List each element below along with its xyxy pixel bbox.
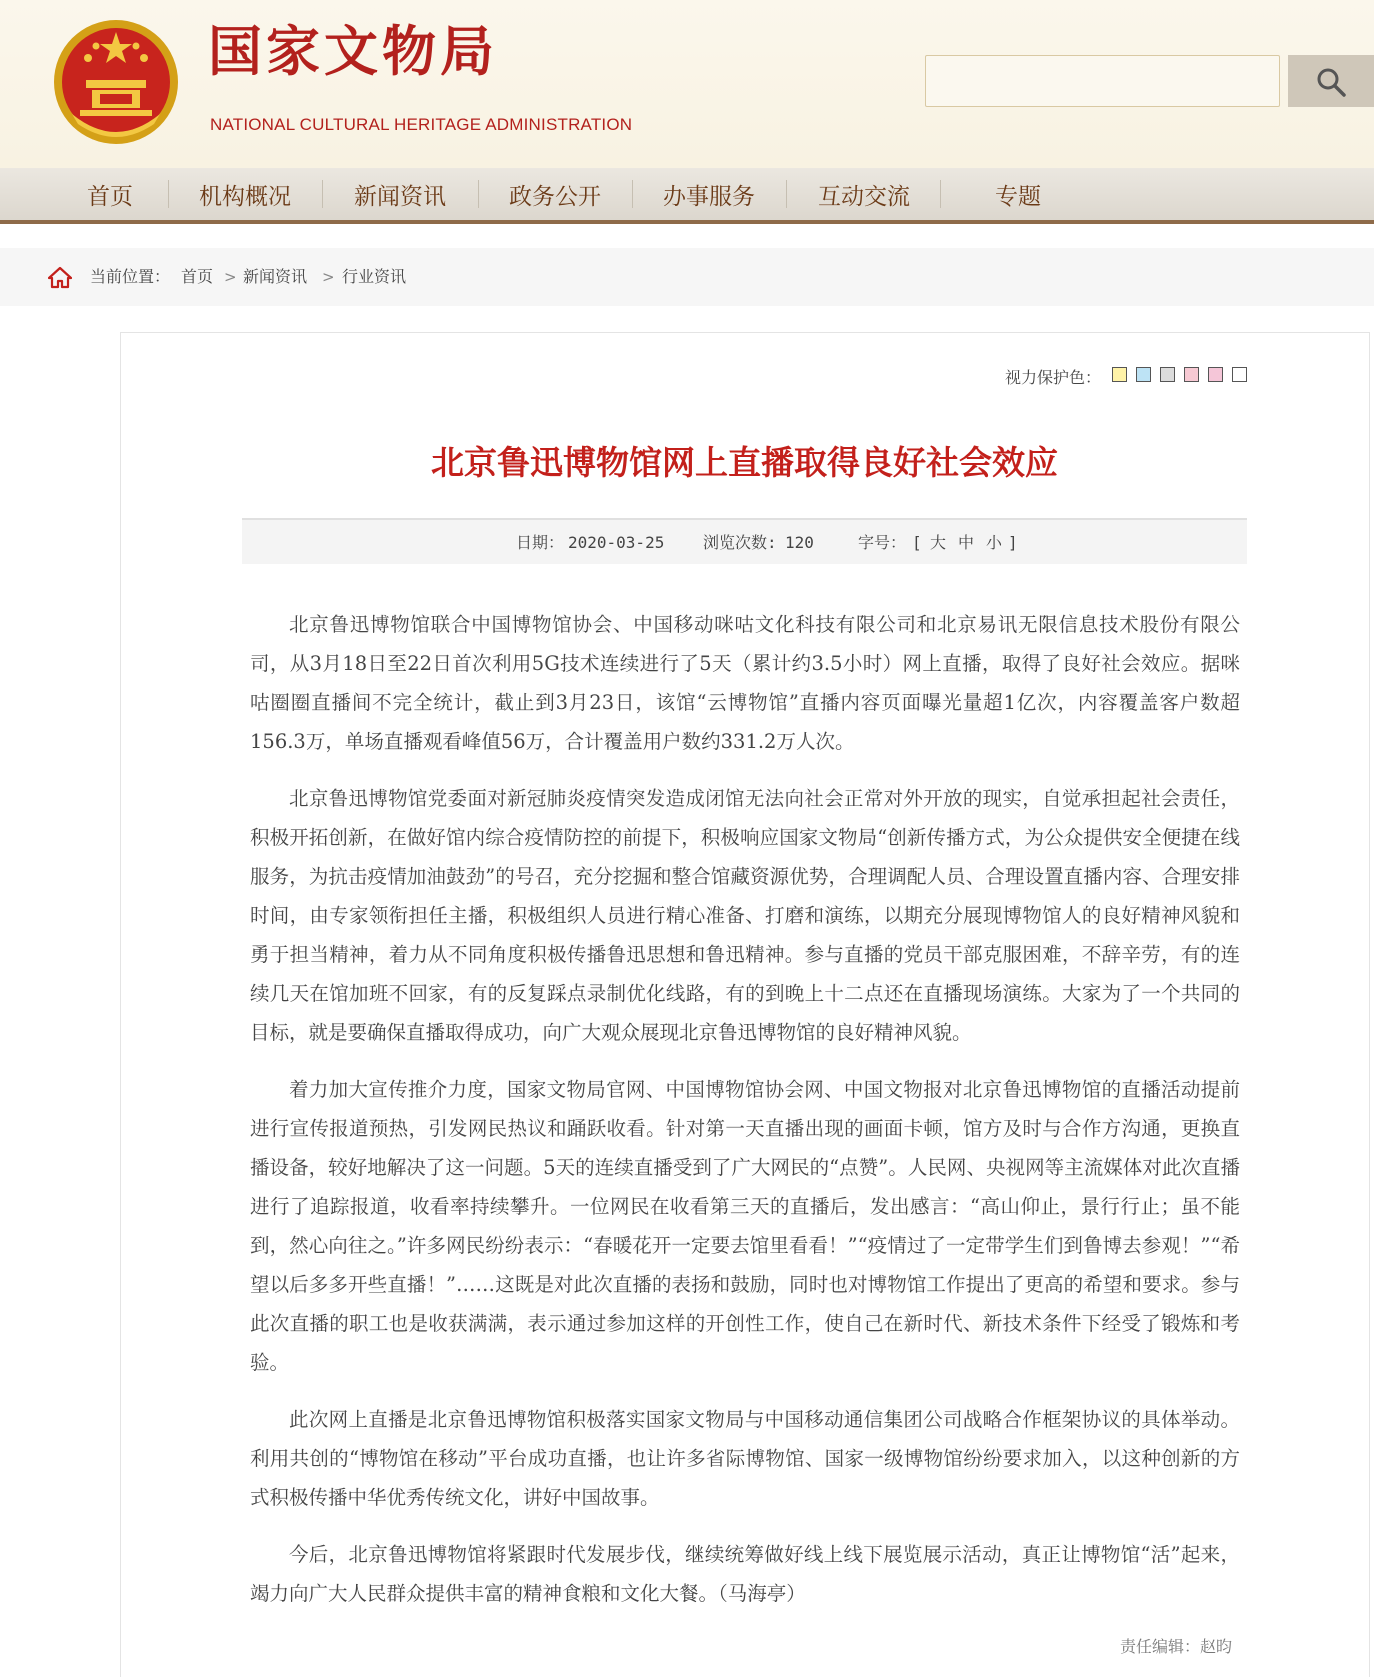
swatch-yellow[interactable]: [1112, 367, 1127, 382]
nav-item-government[interactable]: 政务公开: [509, 184, 601, 210]
search-input[interactable]: [925, 55, 1280, 107]
nav-item-interaction[interactable]: 互动交流: [818, 184, 910, 210]
nav-divider: [940, 180, 941, 208]
main-nav: [0, 168, 1374, 224]
eye-protection-label: 视力保护色：: [1005, 368, 1102, 387]
article-meta: [242, 518, 1247, 564]
nav-item-about[interactable]: 机构概况: [199, 184, 291, 210]
site-title[interactable]: 国家文物局: [208, 19, 498, 83]
national-emblem-icon[interactable]: [52, 18, 180, 146]
font-size-bracket-close: ]: [1008, 533, 1018, 552]
nav-divider: [478, 180, 479, 208]
swatch-white[interactable]: [1232, 367, 1247, 382]
swatch-rose[interactable]: [1208, 367, 1223, 382]
nav-divider: [168, 180, 169, 208]
swatch-pink[interactable]: [1184, 367, 1199, 382]
breadcrumb-item-news[interactable]: 新闻资讯: [243, 267, 308, 286]
nav-item-topics[interactable]: 专题: [995, 184, 1041, 210]
responsible-editor: [1120, 1634, 1232, 1657]
article-date: 2020-03-25: [568, 533, 665, 552]
editor-label: 责任编辑：: [1120, 1637, 1201, 1656]
breadcrumb: [0, 248, 1374, 306]
breadcrumb-prefix: 当前位置：: [90, 267, 171, 286]
search-button[interactable]: [1288, 55, 1374, 107]
article-paragraph: 此次网上直播是北京鲁迅博物馆积极落实国家文物局与中国移动通信集团公司战略合作框架协议的具体举动。利用共创的“博物馆在移动”平台成功直播，也让许多省际博物馆、国家一级博物馆纷纷要求加入，以这种创新的方式积极传播中华优秀传统文化，讲好中国故事。: [250, 1408, 1240, 1509]
nav-item-services[interactable]: 办事服务: [663, 184, 755, 210]
font-size-large[interactable]: 大: [930, 533, 947, 552]
swatch-blue[interactable]: [1136, 367, 1151, 382]
article-paragraph: 北京鲁迅博物馆联合中国博物馆协会、中国移动咪咕文化科技有限公司和北京易讯无限信息技术股份有限公司，从3月18日至22日首次利用5G技术连续进行了5天（累计约3.5小时）网上直播，取得了良好社会效应。据咪咕圈圈直播间不完全统计，截止到3月23日，该馆“云博物馆”直播内容页面曝光量超1亿次，内容覆盖客户数超156.3万，单场直播观看峰值56万，合计覆盖用户数约331.2万人次。: [250, 613, 1240, 753]
nav-item-home[interactable]: 首页: [87, 184, 133, 210]
article-paragraph: 北京鲁迅博物馆党委面对新冠肺炎疫情突发造成闭馆无法向社会正常对外开放的现实，自觉承担起社会责任，积极开拓创新，在做好馆内综合疫情防控的前提下，积极响应国家文物局“创新传播方式，为公众提供安全便捷在线服务，为抗击疫情加油鼓劲”的号召，充分挖掘和整合馆藏资源优势，合理调配人员、合理设置直播内容、合理安排时间，由专家领衔担任主播，积极组织人员进行精心准备、打磨和演练，以期充分展现博物馆人的良好精神风貌和勇于担当精神，着力从不同角度积极传播鲁迅思想和鲁迅精神。参与直播的党员干部克服困难，不辞辛劳，有的连续几天在馆加班不回家，有的反复踩点录制优化线路，有的到晚上十二点还在直播现场演练。大家为了一个共同的目标，就是要确保直播取得成功，向广大观众展现北京鲁迅博物馆的良好精神风貌。: [250, 787, 1240, 1044]
nav-divider: [786, 180, 787, 208]
swatch-gray[interactable]: [1160, 367, 1175, 382]
editor-name: 赵昀: [1200, 1637, 1233, 1656]
font-size-small[interactable]: 小: [986, 533, 1003, 552]
font-size-bracket-open: [: [912, 533, 922, 552]
breadcrumb-separator: >: [224, 268, 237, 286]
breadcrumb-separator: >: [322, 268, 335, 286]
font-size-medium[interactable]: 中: [958, 533, 975, 552]
home-icon[interactable]: [48, 266, 72, 290]
nav-divider: [632, 180, 633, 208]
site-subtitle: NATIONAL CULTURAL HERITAGE ADMINISTRATION: [210, 115, 633, 134]
nav-divider: [322, 180, 323, 208]
nav-item-news[interactable]: 新闻资讯: [354, 184, 446, 210]
article-paragraph: 着力加大宣传推介力度，国家文物局官网、中国博物馆协会网、中国文物报对北京鲁迅博物馆的直播活动提前进行宣传报道预热，引发网民热议和踊跃收看。针对第一天直播出现的画面卡顿，馆方及时与合作方沟通，更换直播设备，较好地解决了这一问题。5天的连续直播受到了广大网民的“点赞”。人民网、央视网等主流媒体对此次直播进行了追踪报道，收看率持续攀升。一位网民在收看第三天的直播后，发出感言：“高山仰止，景行行止；虽不能到，然心向往之。”许多网民纷纷表示：“春暖花开一定要去馆里看看！”“疫情过了一定带学生们到鲁博去参观！”“希望以后多多开些直播！”……这既是对此次直播的表扬和鼓励，同时也对博物馆工作提出了更高的希望和要求。参与此次直播的职工也是收获满满，表示通过参加这样的开创性工作，使自己在新时代、新技术条件下经受了锻炼和考验。: [250, 1078, 1240, 1374]
article-paragraph: 今后，北京鲁迅博物馆将紧跟时代发展步伐，继续统筹做好线上线下展览展示活动，真正让博物馆“活”起来，竭力向广大人民群众提供丰富的精神食粮和文化大餐。（马海亭）: [250, 1543, 1240, 1605]
breadcrumb-item-home[interactable]: 首页: [181, 267, 214, 286]
date-label: 日期：: [516, 533, 565, 552]
article-body: [250, 605, 1240, 1631]
site-header: [0, 0, 1374, 168]
view-count: 120: [785, 533, 814, 552]
views-label: 浏览次数:: [703, 533, 777, 552]
font-size-label: 字号：: [858, 533, 907, 552]
search-icon: [1316, 67, 1346, 97]
article-title: 北京鲁迅博物馆网上直播取得良好社会效应: [431, 443, 1058, 482]
breadcrumb-item-industry[interactable]: 行业资讯: [342, 267, 407, 286]
